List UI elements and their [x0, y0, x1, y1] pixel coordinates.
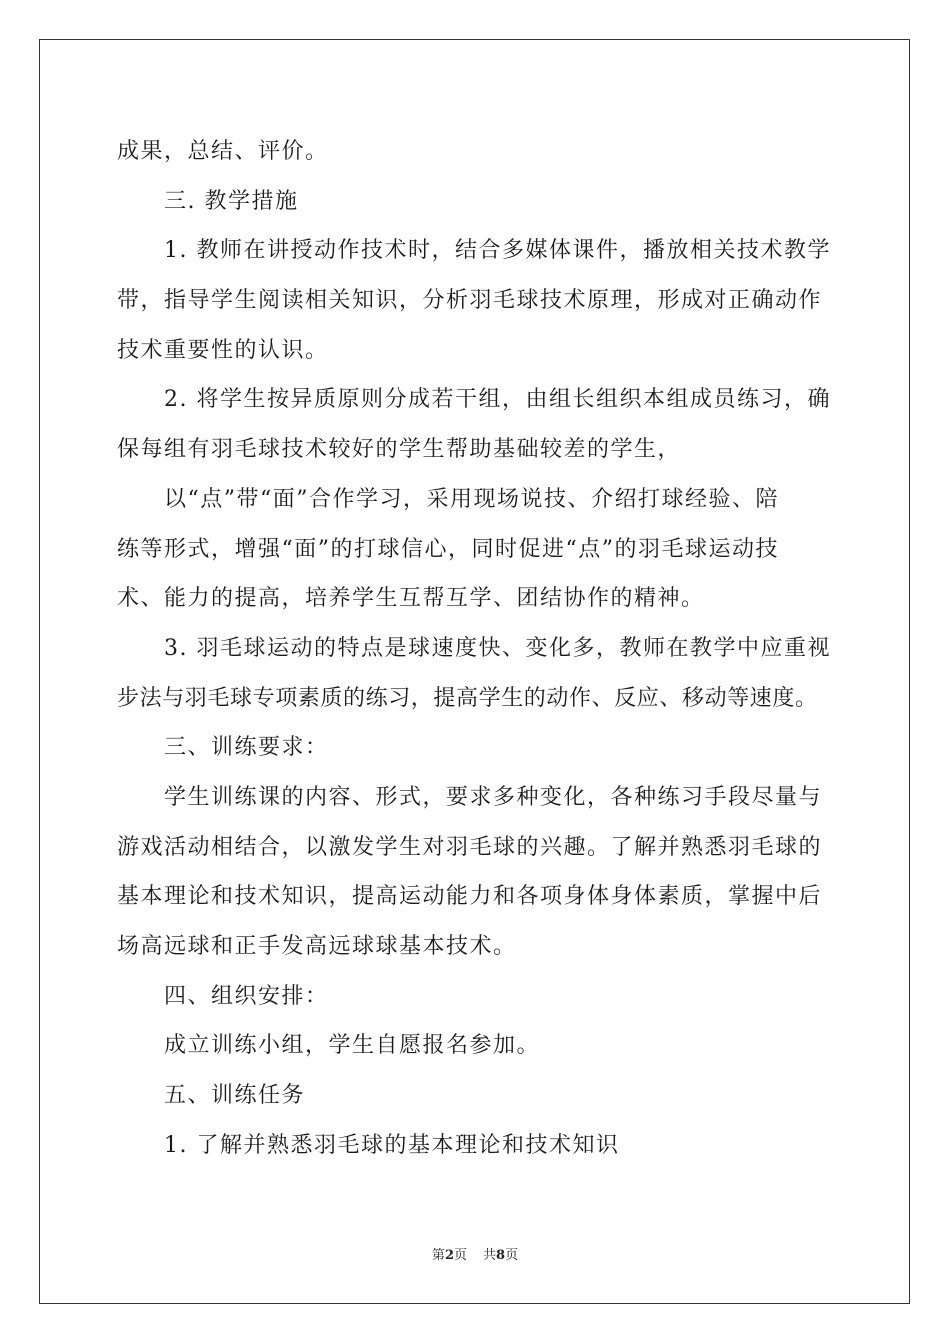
text-line: 学生训练课的内容、形式，要求多种变化，各种练习手段尽量与 [164, 785, 823, 810]
page-border [39, 39, 910, 1304]
text-line: 技术重要性的认识。 [117, 338, 329, 363]
text-line: 1. 教师在讲授动作技术时，结合多媒体课件，播放相关技术教学 [164, 238, 831, 263]
section-heading-training-requirements: 三、训练要求： [164, 735, 329, 760]
text-line: 保每组有羽毛球技术较好的学生帮助基础较差的学生， [117, 437, 682, 462]
text-line: 成立训练小组，学生自愿报名参加。 [164, 1033, 541, 1058]
text-line: 步法与羽毛球专项素质的练习，提高学生的动作、反应、移动等速度。 [117, 686, 818, 711]
text-line: 2. 将学生按异质原则分成若干组，由组长组织本组成员练习，确 [164, 387, 831, 412]
page-number: 2 [444, 1248, 454, 1263]
text-line: 游戏活动相结合，以激发学生对羽毛球的兴趣。了解并熟悉羽毛球的 [117, 835, 823, 860]
text-line: 1. 了解并熟悉羽毛球的基本理论和技术知识 [164, 1133, 620, 1158]
section-heading-organization: 四、组织安排： [164, 984, 329, 1009]
text-line: 术、能力的提高，培养学生互帮互学、团结协作的精神。 [117, 586, 705, 611]
text-line: 场高远球和正手发高远球球基本技术。 [117, 934, 517, 959]
text-line: 带，指导学生阅读相关知识，分析羽毛球技术原理，形成对正确动作 [117, 288, 823, 313]
page-footer [0, 1247, 950, 1265]
text-line: 3. 羽毛球运动的特点是球速度快、变化多，教师在教学中应重视 [164, 636, 831, 661]
text-line: 成果，总结、评价。 [117, 139, 329, 164]
section-heading-teaching-measures: 三. 教学措施 [164, 189, 299, 214]
text-line: 练等形式，增强“面”的打球信心，同时促进“点”的羽毛球运动技 [117, 537, 779, 562]
total-pages: 8 [496, 1248, 506, 1263]
total-pages-label: 共8页 [483, 1248, 519, 1263]
section-heading-training-tasks: 五、训练任务 [164, 1083, 306, 1108]
text-line: 基本理论和技术知识，提高运动能力和各项身体身体素质，掌握中后 [117, 884, 823, 909]
text-line: 以“点”带“面”合作学习，采用现场说技、介绍打球经验、陪 [164, 487, 779, 512]
page-label: 第2页 [431, 1248, 467, 1263]
